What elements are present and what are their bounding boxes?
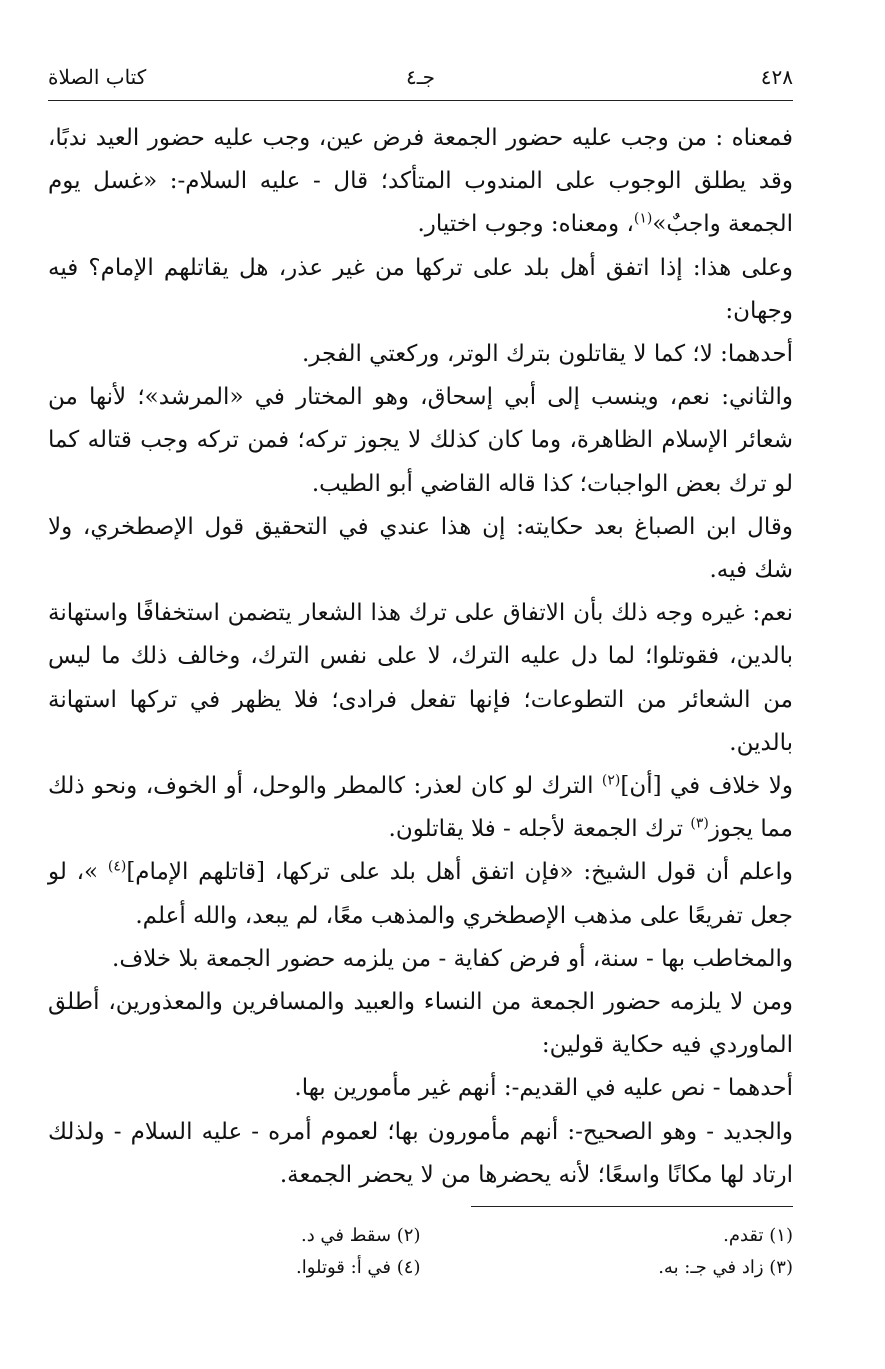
volume-number: جـ٤ — [406, 65, 435, 89]
paragraph: أحدهما: لا؛ كما لا يقاتلون بترك الوتر، وركعتي الفجر. — [301, 341, 793, 368]
paragraph: وقال ابن الصباغ بعد حكايته: إن هذا عندي في التحقيق قول الإصطخري، ولا شك فيه. — [48, 513, 793, 584]
footnote-row — [48, 1252, 793, 1284]
footnote-ref: (٤) — [107, 858, 127, 875]
footnotes — [48, 1220, 793, 1284]
footnote — [48, 1220, 421, 1252]
header-rule — [48, 100, 793, 101]
footnote-text: في أ: قوتلوا. — [296, 1257, 392, 1278]
footnote — [421, 1252, 794, 1284]
paragraph: والمخاطب بها - سنة، أو فرض كفاية - من يلزمه حضور الجمعة بلا خلاف. — [112, 945, 793, 972]
paragraph: واعلم أن قول الشيخ: «فإن اتفق أهل بلد على تركها، [قاتلهم الإمام]$^{(٤)}$ »، لو جعل تفريعًا على مذهب الإصطخري والمذهب معًا، لم يبعد، والله أعلم. — [48, 858, 793, 929]
page-number: ٤٢٨ — [760, 65, 793, 89]
footnote-ref: (٢) — [601, 772, 621, 789]
paragraph: نعم: غيره وجه ذلك بأن الاتفاق على ترك هذا الشعار يتضمن استخفافًا واستهانة بالدين، فقوتلوا؛ لما دل عليه الترك، لا على نفس الترك، وخالف ذلك ما ليس من الشعائر من التطوعات؛ فإنها تفعل فرادى؛ فلا يظهر في تركها استهانة بالدين. — [48, 600, 793, 756]
footnote-number: (١) — [769, 1225, 793, 1246]
footnote-text: سقط في د. — [300, 1225, 392, 1246]
footnote-number: (٢) — [396, 1225, 421, 1246]
paragraph: ومن لا يلزمه حضور الجمعة من النساء والعبيد والمسافرين والمعذورين، أطلق الماوردي فيه حكاية قولين: — [48, 989, 793, 1059]
paragraph: أحدهما - نص عليه في القديم-: أنهم غير مأمورين بها. — [294, 1075, 793, 1102]
footnote-text: تقدم. — [723, 1225, 764, 1246]
paragraph: والجديد - وهو الصحيح-: أنهم مأمورون بها؛ لعموم أمره - عليه السلام - ولذلك ارتاد لها مكانًا واسعًا؛ لأنه يحضرها من لا يحضر الجمعة. — [48, 1118, 793, 1188]
footnote-number: (٣) — [769, 1257, 793, 1278]
footnote-ref: (١) — [633, 210, 653, 227]
book-page — [48, 60, 793, 1369]
book-title: كتاب الصلاة — [48, 65, 147, 89]
footnote-ref: (٣) — [690, 815, 709, 832]
paragraph: ولا خلاف في [أن]$^{(٢)}$ الترك لو كان لعذر: كالمطر والوحل، أو الخوف، ونحو ذلك مما يجوز$^{(٣)}$ ترك الجمعة لأجله - فلا يقاتلون. — [48, 772, 793, 843]
footnote — [421, 1220, 794, 1252]
footnote-rule — [471, 1206, 793, 1207]
paragraph: فمعناه : من وجب عليه حضور الجمعة فرض عين، وجب عليه حضور العيد ندبًا، وقد يطلق الوجوب على المندوب المتأكد؛ قال - عليه السلام-: «غسل يوم الجمعة واجبٌ»$^{(١)}$، ومعناه: وجوب اختيار. — [48, 125, 793, 238]
footnote — [48, 1252, 421, 1284]
main-text — [48, 117, 793, 1197]
footnote-text: زاد في جـ: به. — [658, 1257, 764, 1278]
footnote-number: (٤) — [396, 1257, 421, 1278]
footnote-row — [48, 1220, 793, 1252]
running-head — [48, 60, 793, 94]
paragraph: وعلى هذا: إذا اتفق أهل بلد على تركها من غير عذر، هل يقاتلهم الإمام؟ فيه وجهان: — [48, 254, 793, 324]
paragraph: والثاني: نعم، وينسب إلى أبي إسحاق، وهو المختار في «المرشد»؛ لأنها من شعائر الإسلام الظاهرة، وما كان كذلك لا يجوز تركه؛ فمن تركه وجب قتاله كما لو ترك بعض الواجبات؛ كذا قاله القاضي أبو الطيب. — [48, 384, 793, 497]
